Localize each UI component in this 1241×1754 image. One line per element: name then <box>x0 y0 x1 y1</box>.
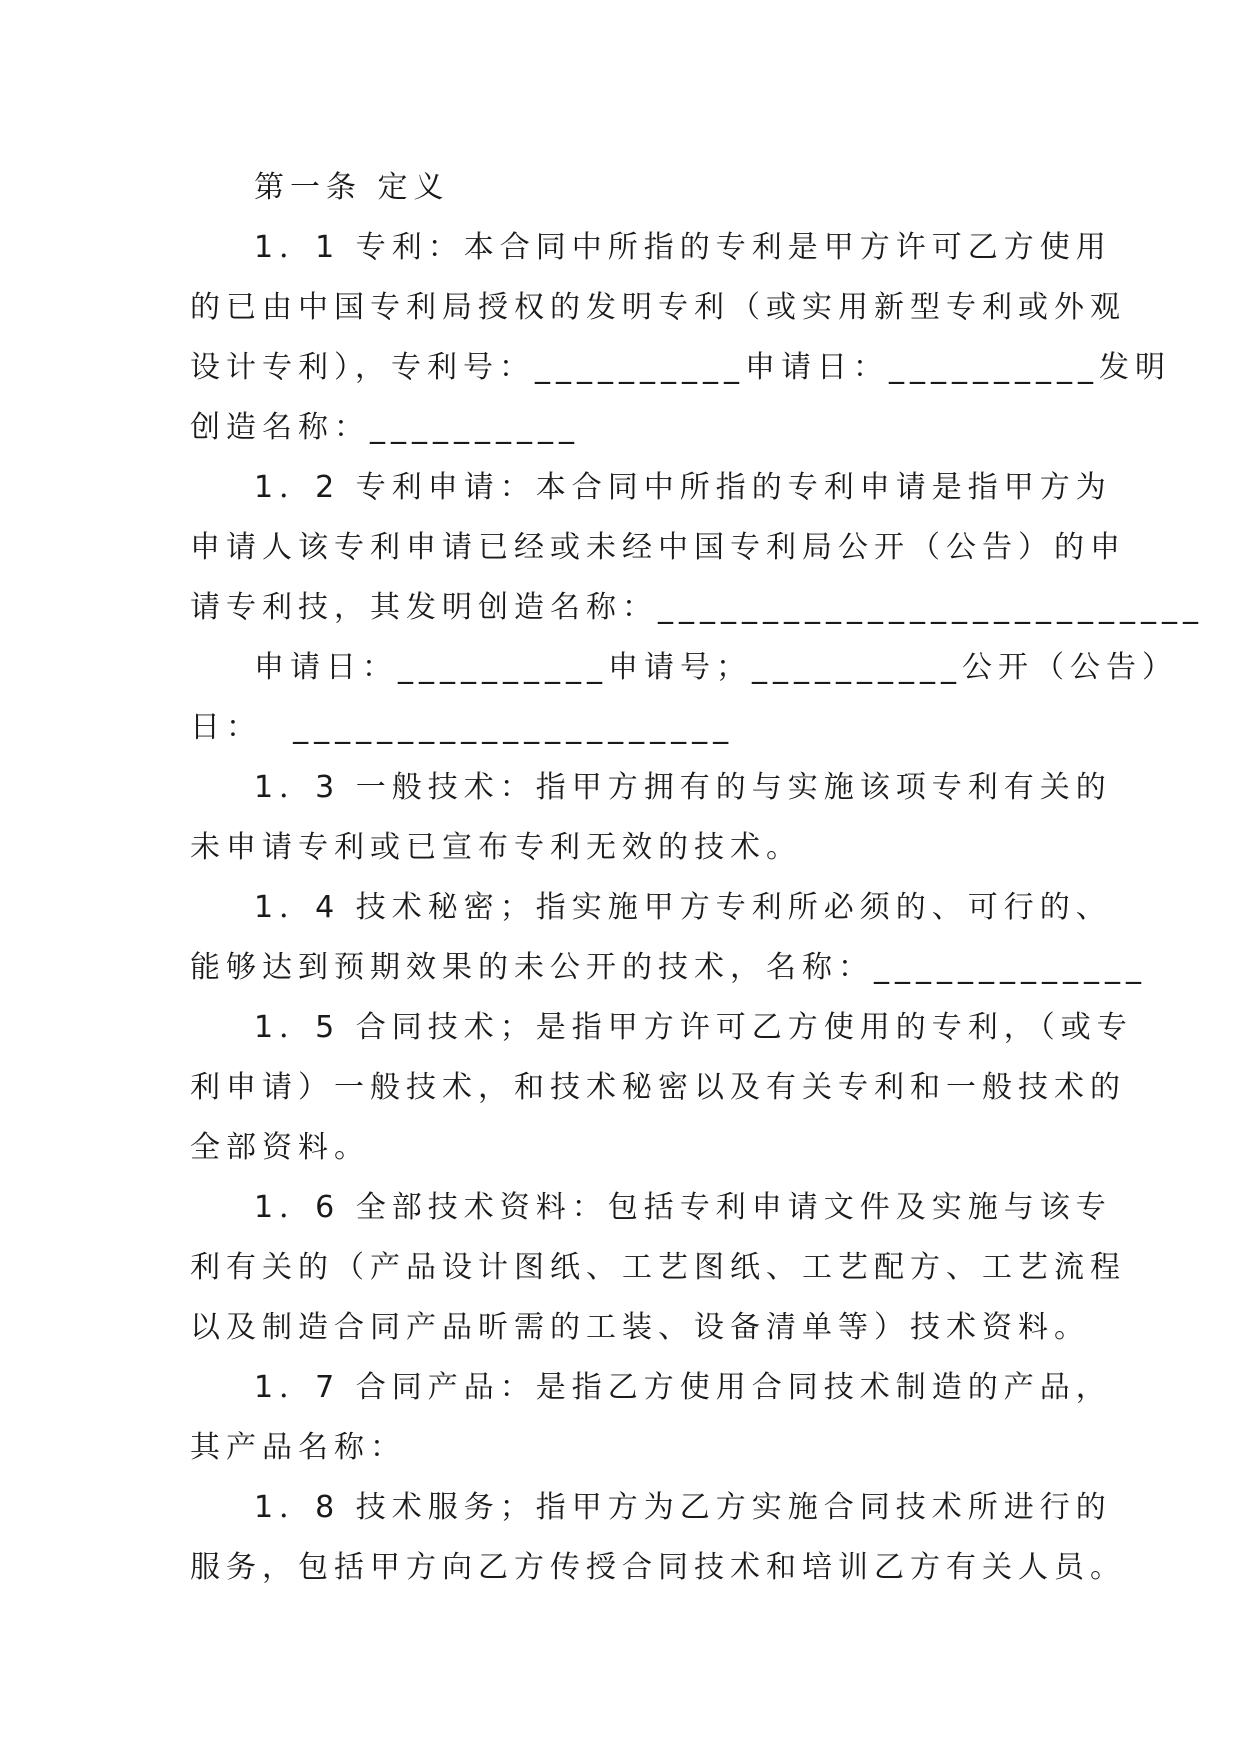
text-line: 申请人该专利申请已经或未经中国专利局公开（公告）的申 <box>190 530 1126 565</box>
section-heading: 第一条 定义 <box>254 170 450 205</box>
text-line: 利申请）一般技术，和技术秘密以及有关专利和一般技术的 <box>190 1070 1126 1105</box>
text-line: 1．8 技术服务；指甲方为乙方实施合同技术所进行的 <box>254 1490 1112 1525</box>
text-line: 其产品名称： <box>190 1430 406 1465</box>
text-line: 能够达到预期效果的未公开的技术，名称：_____________ <box>190 950 1147 985</box>
text-line: 设计专利），专利号：__________申请日：__________发明 <box>190 350 1171 385</box>
text-line: 的已由中国专利局授权的发明专利（或实用新型专利或外观 <box>190 290 1126 325</box>
text-line: 创造名称：__________ <box>190 410 580 445</box>
text-line: 1．2 专利申请：本合同中所指的专利申请是指甲方为 <box>254 470 1112 505</box>
text-line: 利有关的（产品设计图纸、工艺图纸、工艺配方、工艺流程 <box>190 1250 1126 1285</box>
text-line: 服务，包括甲方向乙方传授合同技术和培训乙方有关人员。 <box>190 1550 1126 1585</box>
text-line: 1．3 一般技术：指甲方拥有的与实施该项专利有关的 <box>254 770 1112 805</box>
text-line: 未申请专利或已宣布专利无效的技术。 <box>190 830 802 865</box>
text-line: 日： _____________________ <box>190 710 735 745</box>
text-line: 1．6 全部技术资料：包括专利申请文件及实施与该专 <box>254 1190 1112 1225</box>
text-line: 请专利技，其发明创造名称：__________________________ <box>190 590 1204 625</box>
text-line: 1．4 技术秘密；指实施甲方专利所必须的、可行的、 <box>254 890 1112 925</box>
text-line: 1．5 合同技术；是指甲方许可乙方使用的专利，（或专 <box>254 1010 1133 1045</box>
document-body <box>190 158 1204 1598</box>
text-line: 申请日：__________申请号；__________公开（公告） <box>254 650 1178 685</box>
text-line: 1．7 合同产品：是指乙方使用合同技术制造的产品， <box>254 1370 1112 1405</box>
text-line: 全部资料。 <box>190 1130 370 1165</box>
text-line: 以及制造合同产品昕需的工装、设备清单等）技术资料。 <box>190 1310 1090 1345</box>
text-line: 1．1 专利：本合同中所指的专利是甲方许可乙方使用 <box>254 230 1112 265</box>
